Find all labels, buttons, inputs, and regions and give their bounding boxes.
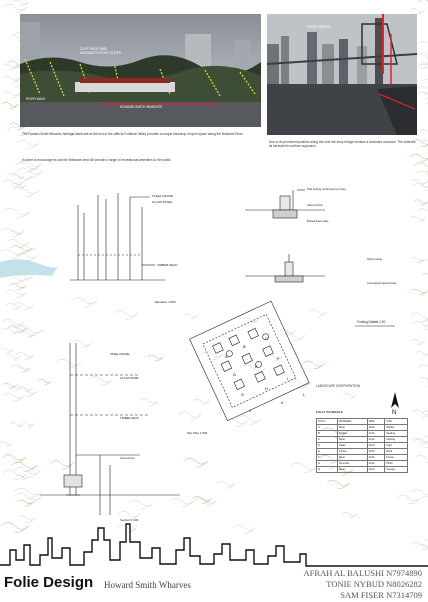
table-cell: Seating — [385, 431, 408, 437]
table-cell: C — [317, 437, 338, 443]
texture-scribble — [342, 512, 358, 518]
table-cell: 2x2m — [367, 443, 385, 449]
label-pad-footing: Pad footing reinforced concrete — [307, 187, 346, 191]
label-timber-deck: TIMBER DECK — [157, 263, 178, 267]
texture-scribble — [216, 481, 235, 488]
table-cell: Light — [385, 443, 408, 449]
table-cell: Deck — [385, 449, 408, 455]
table-cell: 3x3m — [367, 461, 385, 467]
texture-scribble — [1, 228, 24, 237]
texture-scribble — [420, 129, 428, 135]
label-steel-column: Steel column — [307, 203, 324, 207]
texture-scribble — [418, 64, 428, 74]
texture-scribble — [18, 161, 41, 170]
table-cell: 3x3m — [367, 425, 385, 431]
river-sketch — [0, 252, 60, 282]
label-steel-frame-2: STEEL FRAME — [110, 352, 130, 356]
texture-scribble — [12, 175, 24, 180]
table-cell: 4x2m — [367, 467, 385, 473]
table-cell: B — [317, 431, 338, 437]
plan-letter-b: B — [243, 344, 246, 349]
schedule-title: FOLLY SCHEDULE — [316, 410, 343, 414]
texture-scribble — [414, 171, 428, 181]
section-drawing — [40, 335, 180, 525]
folly-schedule-table — [316, 418, 408, 473]
texture-scribble — [411, 313, 428, 322]
label-gravel-base: Compacted gravel base — [367, 281, 397, 285]
texture-scribble — [0, 348, 13, 353]
table-cell: Shelter — [385, 425, 408, 431]
table-cell: Timber — [337, 449, 367, 455]
plan-letter-l: L — [303, 392, 306, 397]
table-cell: Concrete — [337, 461, 367, 467]
texture-scribble — [413, 439, 428, 448]
texture-scribble — [417, 365, 428, 375]
table-cell: Steel — [337, 437, 367, 443]
table-cell: 2x3m — [367, 455, 385, 461]
texture-scribble — [416, 86, 428, 96]
texture-scribble — [5, 290, 26, 298]
table-cell: Frame — [385, 455, 408, 461]
texture-scribble — [16, 388, 39, 396]
table-cell: D — [317, 443, 338, 449]
table-header: MATERIAL — [337, 419, 367, 425]
table-header: FOLLY — [317, 419, 338, 425]
texture-scribble — [416, 41, 428, 51]
label-ground-line: Ground line — [120, 456, 135, 460]
site-plan — [185, 296, 325, 436]
texture-scribble — [424, 324, 428, 331]
texture-scribble — [291, 463, 318, 473]
label-steel-frame: STEEL FRAME — [152, 194, 173, 198]
texture-scribble — [411, 216, 426, 222]
photo-label-wharves: HOWARD SMITH WHARVES — [120, 105, 163, 109]
label-footing-details: Footing Details 1:20 — [357, 320, 386, 324]
table-cell: G — [317, 461, 338, 467]
poster-title: Folie Design — [4, 574, 94, 591]
table-cell: Steel — [337, 467, 367, 473]
texture-scribble — [422, 273, 428, 278]
texture-scribble — [17, 140, 39, 148]
texture-scribble — [0, 442, 12, 447]
texture-scribble — [411, 257, 426, 262]
table-cell: Glass — [337, 443, 367, 449]
texture-scribble — [3, 470, 28, 479]
table-row — [317, 467, 408, 473]
texture-scribble — [3, 92, 19, 98]
texture-scribble — [412, 289, 428, 295]
label-elevation: Elevation 1:500 — [155, 300, 176, 304]
texture-scribble — [411, 489, 428, 497]
photo-label-walk: RIVER WALK — [26, 97, 46, 101]
texture-scribble — [3, 454, 26, 463]
table-header: USE — [385, 419, 408, 425]
texture-scribble — [416, 351, 428, 356]
texture-scribble — [410, 179, 428, 186]
table-cell: 4x4m — [367, 437, 385, 443]
photo-label-cliff: CLIFF FACE PARK — [80, 47, 108, 51]
texture-scribble — [13, 467, 40, 477]
label-glass-panel: GLASS PANEL — [152, 200, 173, 204]
texture-scribble — [424, 92, 428, 101]
bridge-photo-right — [267, 14, 417, 135]
texture-scribble — [416, 455, 428, 462]
label-site-plan: Site Plan 1:500 — [187, 431, 208, 435]
texture-scribble — [16, 353, 34, 360]
texture-scribble — [418, 0, 428, 8]
plan-letter-i: I — [287, 376, 289, 381]
texture-scribble — [344, 393, 357, 398]
table-cell: F — [317, 455, 338, 461]
table-cell: Viewing — [385, 437, 408, 443]
photo-label-cliffs: KANGAROO POINT CLIFFS — [80, 51, 121, 55]
texture-scribble — [12, 462, 37, 472]
caption-left-1: The Howard Smith Wharves heritage-listed site at the foot of the cliffs at Fortitude Valley provides a unique backdrop of open space along the Brisbane River. — [22, 132, 244, 136]
texture-scribble — [397, 495, 421, 504]
plan-letter-k: K — [281, 400, 284, 405]
texture-scribble — [411, 154, 428, 161]
label-bolted-plate: Bolted base plate — [307, 219, 329, 223]
texture-scribble — [193, 496, 212, 503]
table-cell: A — [317, 425, 338, 431]
plan-letter-d: D — [233, 372, 236, 377]
texture-scribble — [3, 208, 30, 218]
texture-scribble — [195, 498, 216, 506]
photo-label-bridge: STORY BRIDGE — [307, 25, 331, 29]
texture-scribble — [15, 163, 40, 172]
texture-scribble — [420, 377, 428, 382]
plan-letter-h: H — [265, 386, 268, 391]
texture-scribble — [2, 383, 17, 389]
texture-scribble — [184, 458, 208, 467]
plan-letter-j: J — [249, 408, 251, 413]
table-cell: Canopy — [385, 467, 408, 473]
texture-scribble — [9, 283, 26, 289]
label-glass-panel-2: GLASS PANEL — [120, 376, 140, 380]
texture-scribble — [3, 64, 18, 70]
texture-scribble — [327, 480, 350, 489]
plan-letter-e: E — [255, 364, 258, 369]
texture-scribble — [6, 303, 22, 309]
texture-scribble — [21, 332, 35, 337]
north-label: N — [392, 410, 397, 414]
texture-scribble — [16, 168, 43, 178]
north-arrow — [388, 390, 402, 414]
texture-scribble — [418, 209, 428, 217]
area-label: LANDSCAPE INTERVENTION — [316, 384, 360, 388]
texture-scribble — [412, 322, 428, 330]
caption-left-2: In order to encourage its use the Brisbane area will provide a range of recreational amenities to the public. — [22, 158, 172, 162]
table-cell: Timber — [337, 431, 367, 437]
texture-scribble — [3, 180, 23, 188]
table-cell: 3x5m — [367, 449, 385, 455]
author-line-2: TONIE NYBUD N8026282 — [326, 579, 422, 589]
caption-right: Due to its prominent position along the river the story bridge remains a landmark structure. The wharves sit beneath its northern approach. — [269, 140, 416, 148]
poster-subtitle: Howard Smith Wharves — [104, 580, 191, 590]
plan-letter-c: C — [265, 336, 268, 341]
author-line-3: SAM FISER N7314709 — [340, 590, 422, 600]
texture-scribble — [411, 339, 425, 344]
table-header: SIZE — [367, 419, 385, 425]
texture-scribble — [10, 365, 30, 373]
texture-scribble — [2, 102, 19, 108]
texture-scribble — [3, 76, 20, 82]
wharf-photo-left — [20, 14, 261, 127]
plan-letter-f: F — [277, 356, 280, 361]
texture-scribble — [13, 187, 39, 197]
plan-letter-g: G — [241, 392, 245, 397]
texture-scribble — [6, 355, 20, 360]
texture-scribble — [3, 393, 24, 401]
texture-scribble — [12, 183, 26, 188]
table-cell: E — [317, 449, 338, 455]
label-strip-footing: Strip footing — [367, 257, 382, 261]
table-cell: 2x4m — [367, 431, 385, 437]
texture-scribble — [414, 163, 428, 172]
author-line-1: AFRAH AL BALUSHI N7974890 — [303, 568, 422, 578]
table-cell: H — [317, 467, 338, 473]
texture-scribble — [420, 67, 428, 74]
table-cell: Steel — [337, 455, 367, 461]
label-section: Section 1:100 — [120, 518, 139, 522]
label-timber-deck-2: TIMBER DECK — [120, 416, 140, 420]
plan-letter-a: A — [225, 354, 228, 359]
table-cell: Plinth — [385, 461, 408, 467]
table-cell: Steel — [337, 425, 367, 431]
texture-scribble — [13, 0, 29, 6]
texture-scribble — [7, 239, 30, 248]
